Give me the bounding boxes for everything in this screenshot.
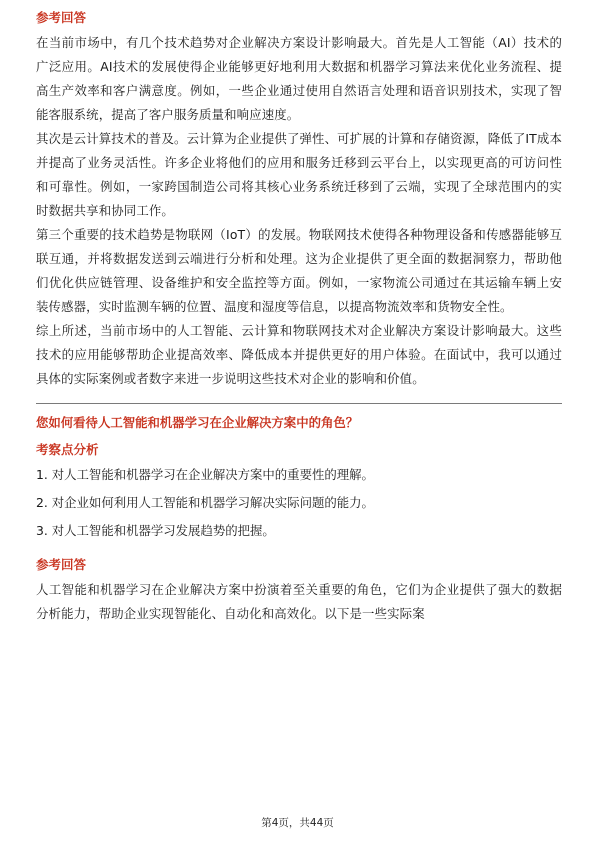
answer-paragraph-2: 其次是云计算技术的普及。云计算为企业提供了弹性、可扩展的计算和存储资源，降低了IT成本并提高了业务灵活性。许多企业将他们的应用和服务迁移到云平台上，以实现更高的可访问性和可靠性。例如，一家跨国制造公司将其核心业务系统迁移到了云端，实现了全球范围内的实时数据共享和协同工作。 [36,131,562,218]
analysis-heading: 考察点分析 [36,442,99,457]
answer-paragraph-1: 在当前市场中，有几个技术趋势对企业解决方案设计影响最大。首先是人工智能（AI）技术的广泛应用。AI技术的发展使得企业能够更好地利用大数据和机器学习算法来优化业务流程、提高生产效率和客户满意度。例如，一些企业通过使用自然语言处理和语音识别技术，实现了智能客服系统，提高了客户服务质量和响应速度。 [36,35,562,122]
question-title: 您如何看待人工智能和机器学习在企业解决方案中的角色？ [36,415,359,430]
answer-paragraph-5: 人工智能和机器学习在企业解决方案中扮演着至关重要的角色，它们为企业提供了强大的数据分析能力，帮助企业实现智能化、自动化和高效化。以下是一些实际案 [36,582,562,621]
answer-paragraph-3: 第三个重要的技术趋势是物联网（IoT）的发展。物联网技术使得各种物理设备和传感器能够互联互通，并将数据发送到云端进行分析和处理。这为企业提供了更全面的数据洞察力，帮助他们优化供应链管理、设备维护和安全监控等方面。例如，一家物流公司通过在其运输车辆上安装传感器，实时监测车辆的位置、温度和湿度等信息，以提高物流效率和货物安全性。 [36,227,562,314]
answer-paragraph-4: 综上所述，当前市场中的人工智能、云计算和物联网技术对企业解决方案设计影响最大。这些技术的应用能够帮助企业提高效率、降低成本并提供更好的用户体验。在面试中，我可以通过具体的实际案例或者数字来进一步说明这些技术对企业的影响和价值。 [36,323,562,386]
list-item: 3. 对人工智能和机器学习发展趋势的把握。 [36,523,275,538]
section-divider [36,403,562,404]
answer-heading: 参考回答 [36,10,87,25]
page-number: 第4页，共44页 [261,817,334,829]
list-item: 1. 对人工智能和机器学习在企业解决方案中的重要性的理解。 [36,467,374,482]
analysis-list [36,463,562,543]
page-content [36,8,562,626]
answer-heading-2: 参考回答 [36,557,87,572]
list-item: 2. 对企业如何利用人工智能和机器学习解决实际问题的能力。 [36,495,374,510]
